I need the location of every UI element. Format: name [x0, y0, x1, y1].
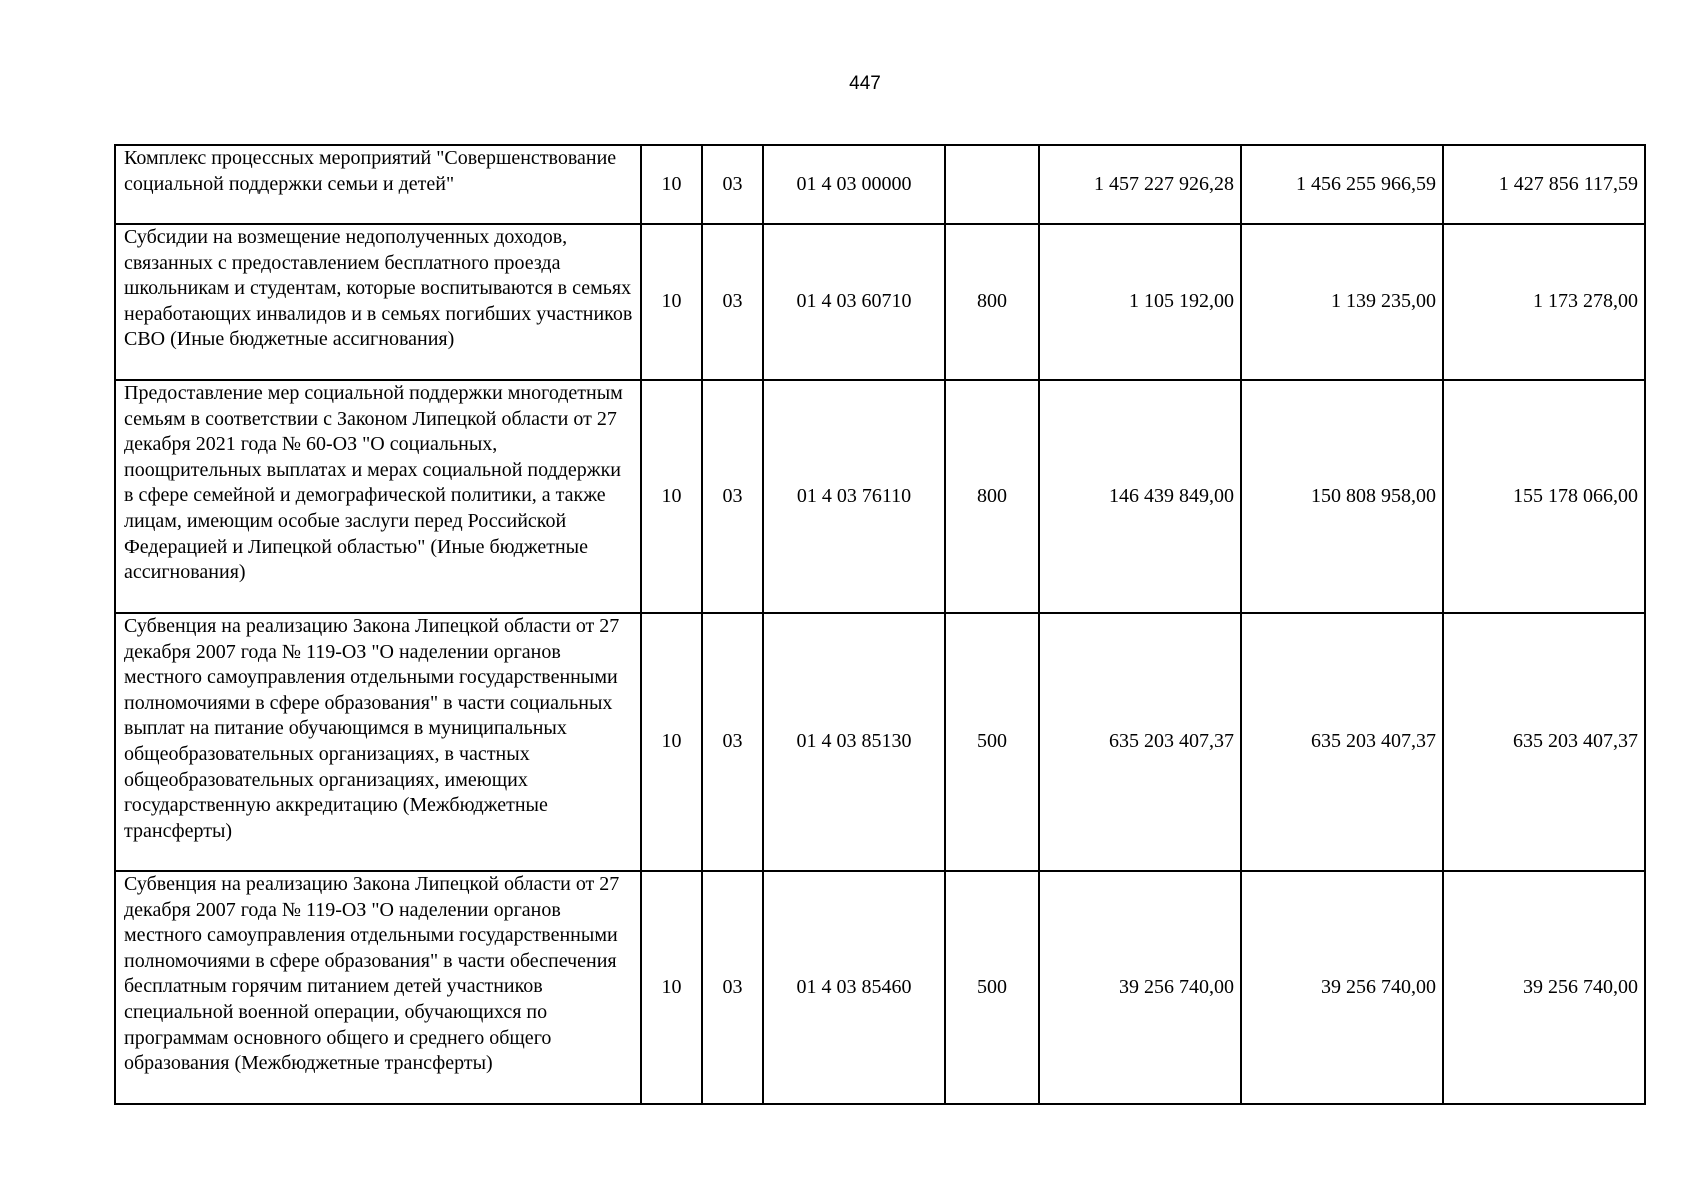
row-expense-type: 500 — [945, 613, 1039, 871]
row-description: Комплекс процессных мероприятий "Совершенствование социальной поддержки семьи и детей" — [115, 145, 641, 224]
row-section: 10 — [641, 380, 702, 613]
row-subsection: 03 — [702, 224, 763, 380]
row-amount-3: 635 203 407,37 — [1443, 613, 1645, 871]
row-description: Субсидии на возмещение недополученных доходов, связанных с предоставлением бесплатного проезда школьникам и студентам, которые воспитываются в семьях неработающих инвалидов и в семьях погибших участников СВО (Иные бюджетные ассигнования) — [115, 224, 641, 380]
row-target-article: 01 4 03 60710 — [763, 224, 945, 380]
row-amount-1: 39 256 740,00 — [1039, 871, 1241, 1104]
row-expense-type: 800 — [945, 380, 1039, 613]
row-amount-3: 155 178 066,00 — [1443, 380, 1645, 613]
row-amount-2: 150 808 958,00 — [1241, 380, 1443, 613]
row-amount-1: 1 105 192,00 — [1039, 224, 1241, 380]
row-section: 10 — [641, 871, 702, 1104]
row-amount-2: 39 256 740,00 — [1241, 871, 1443, 1104]
table-row — [115, 871, 1645, 1104]
row-target-article: 01 4 03 00000 — [763, 145, 945, 224]
row-description: Субвенция на реализацию Закона Липецкой области от 27 декабря 2007 года № 119-ОЗ "О наделении органов местного самоуправления отдельными государственными полномочиями в сфере образования" в части обеспечения бесплатным горячим питанием детей участников специальной военной операции, обучающихся по программам основного общего и среднего общего образования (Межбюджетные трансферты) — [115, 871, 641, 1104]
table-row — [115, 145, 1645, 224]
row-section: 10 — [641, 224, 702, 380]
row-subsection: 03 — [702, 613, 763, 871]
row-expense-type — [945, 145, 1039, 224]
row-amount-2: 635 203 407,37 — [1241, 613, 1443, 871]
row-amount-2: 1 139 235,00 — [1241, 224, 1443, 380]
row-subsection: 03 — [702, 145, 763, 224]
row-amount-1: 635 203 407,37 — [1039, 613, 1241, 871]
table-row — [115, 613, 1645, 871]
row-description: Субвенция на реализацию Закона Липецкой области от 27 декабря 2007 года № 119-ОЗ "О наделении органов местного самоуправления отдельными государственными полномочиями в сфере образования" в части социальных выплат на питание обучающимся в муниципальных общеобразовательных организациях, в частных общеобразовательных организациях, имеющих государственную аккредитацию (Межбюджетные трансферты) — [115, 613, 641, 871]
row-amount-3: 1 173 278,00 — [1443, 224, 1645, 380]
row-amount-3: 39 256 740,00 — [1443, 871, 1645, 1104]
row-amount-1: 1 457 227 926,28 — [1039, 145, 1241, 224]
row-target-article: 01 4 03 85130 — [763, 613, 945, 871]
row-subsection: 03 — [702, 380, 763, 613]
row-amount-2: 1 456 255 966,59 — [1241, 145, 1443, 224]
table-row — [115, 224, 1645, 380]
row-description: Предоставление мер социальной поддержки многодетным семьям в соответствии с Законом Липецкой области от 27 декабря 2021 года № 60-ОЗ "О социальных, поощрительных выплатах и мерах социальной поддержки в сфере семейной и демографической политики, а также лицам, имеющим особые заслуги перед Российской Федерацией и Липецкой областью" (Иные бюджетные ассигнования) — [115, 380, 641, 613]
row-expense-type: 800 — [945, 224, 1039, 380]
row-target-article: 01 4 03 76110 — [763, 380, 945, 613]
budget-table — [114, 144, 1646, 1105]
row-subsection: 03 — [702, 871, 763, 1104]
row-section: 10 — [641, 613, 702, 871]
page-number: 447 — [849, 73, 881, 94]
row-target-article: 01 4 03 85460 — [763, 871, 945, 1104]
row-amount-3: 1 427 856 117,59 — [1443, 145, 1645, 224]
table-row — [115, 380, 1645, 613]
row-amount-1: 146 439 849,00 — [1039, 380, 1241, 613]
row-expense-type: 500 — [945, 871, 1039, 1104]
row-section: 10 — [641, 145, 702, 224]
